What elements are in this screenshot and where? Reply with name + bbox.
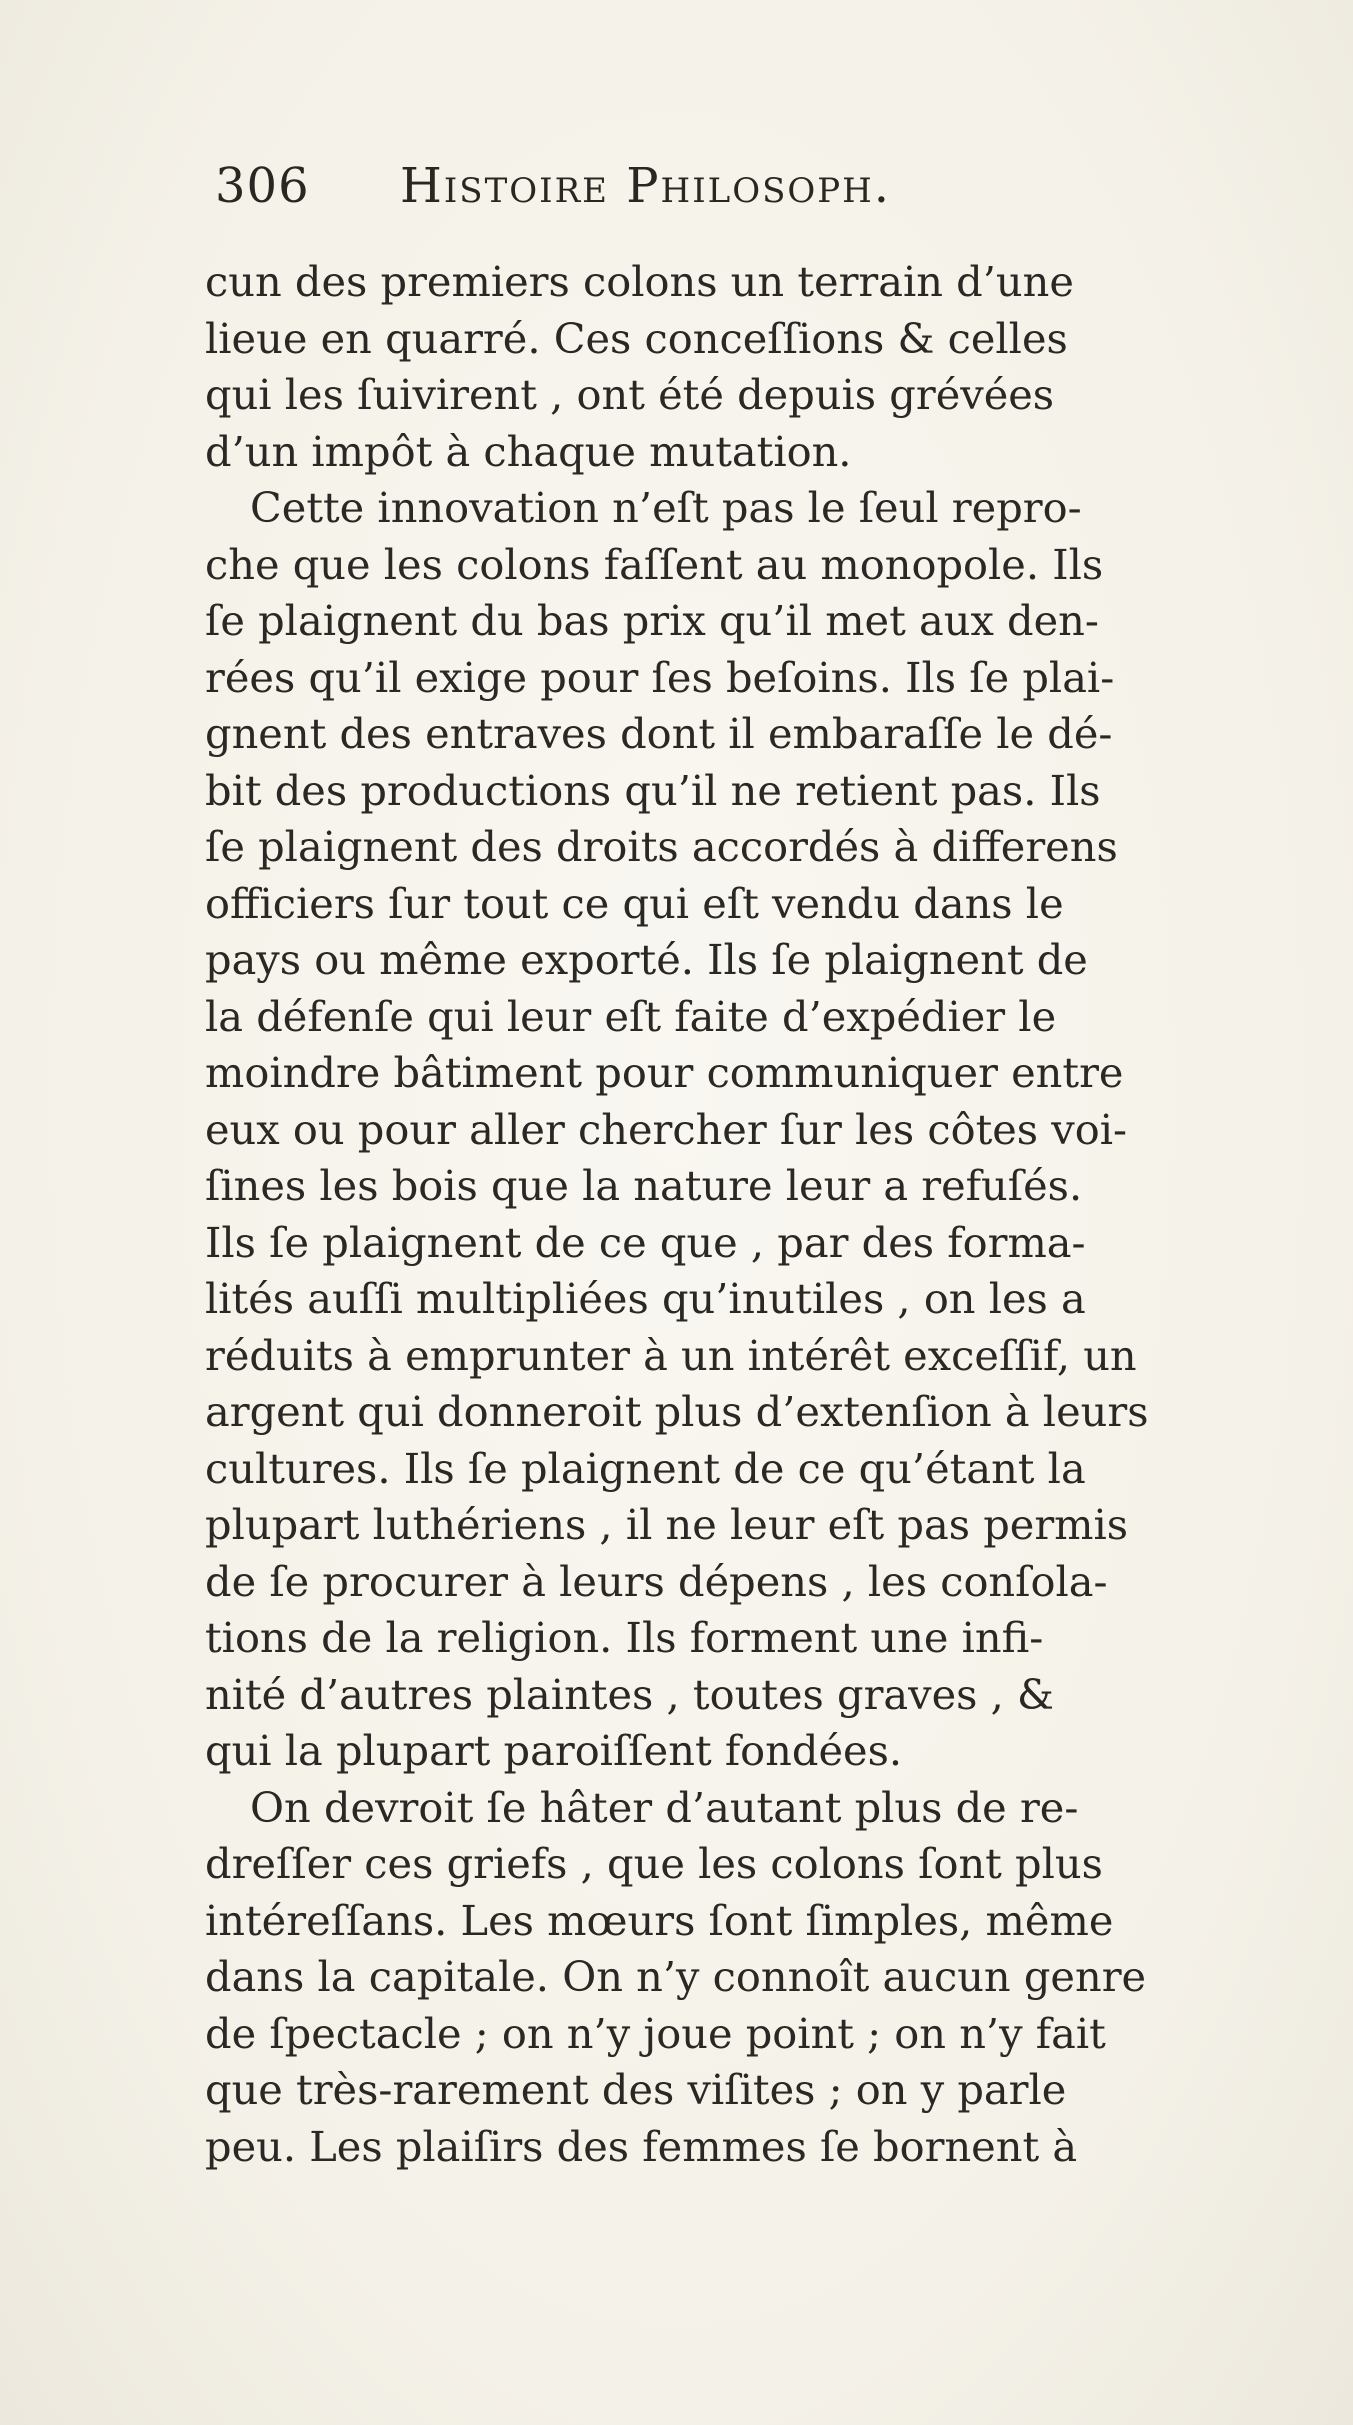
text-line: dreſſer ces griefs , que les colons ſont plus (205, 1839, 1103, 1888)
text-line: dans la capitale. On n’y connoît aucun genre (205, 1952, 1147, 2001)
text-line: eux ou pour aller chercher ſur les côtes voi- (205, 1104, 1128, 1154)
text-line: plupart luthériens , il ne leur eſt pas permis (205, 1500, 1129, 1549)
text-line: Ils ſe plaignent de ce que , par des forma- (205, 1217, 1086, 1267)
text-line: tions de la religion. Ils forment une infi- (205, 1613, 1044, 1662)
text-line: de ſpectacle ; on n’y joue point ; on n’y fait (205, 2008, 1106, 2058)
text-line: ſe plaignent du bas prix qu’il met aux den- (205, 596, 1099, 645)
text-line: lités auſſi multipliées qu’inutiles , on les a (205, 1274, 1086, 1323)
text-line: d’un impôt à chaque mutation. (205, 426, 852, 476)
text-line: rées qu’il exige pour ſes beſoins. Ils ſe plai- (205, 652, 1115, 702)
body-text (205, 254, 1325, 2175)
page-number: 306 (215, 158, 310, 214)
text-line: lieue en quarré. Ces conceſſions & celles (205, 313, 1068, 363)
text-line: de ſe procurer à leurs dépens , les conſola- (205, 1556, 1108, 1606)
text-line: moindre bâtiment pour communiquer entre (205, 1048, 1124, 1097)
text-line: qui la plupart paroiſſent fondées. (205, 1726, 903, 1775)
text-line: cun des premiers colons un terrain d’une (205, 257, 1074, 306)
text-line: bit des productions qu’il ne retient pas. Ils (205, 765, 1101, 815)
text-line: réduits à emprunter à un intérêt exceſſif, un (205, 1330, 1137, 1380)
text-line: nité d’autres plaintes , toutes graves , & (205, 1669, 1054, 1719)
text-line: intéreſſans. Les mœurs ſont ſimples, même (205, 1895, 1114, 1945)
page-header (215, 158, 1115, 228)
text-line: peu. Les plaiſirs des femmes ſe bornent à (205, 2121, 1078, 2171)
text-line: la défenſe qui leur eſt faite d’expédier le (205, 991, 1057, 1041)
text-line: che que les colons faſſent au monopole. Ils (205, 539, 1104, 589)
text-line: argent qui donneroit plus d’extenſion à leurs (205, 1387, 1149, 1436)
text-line: ſe plaignent des droits accordés à differens (205, 822, 1118, 871)
text-line: On devroit ſe hâter d’autant plus de re- (250, 1782, 1079, 1832)
running-title: Histoire Philosoph. (400, 158, 892, 214)
text-line: que très-rarement des viſites ; on y parle (205, 2065, 1067, 2114)
text-line: pays ou même exporté. Ils ſe plaignent de (205, 935, 1088, 984)
text-line: Cette innovation n’eſt pas le ſeul repro- (250, 483, 1082, 532)
text-line: cultures. Ils ſe plaignent de ce qu’étant la (205, 1443, 1086, 1493)
text-line: gnent des entraves dont il embaraſſe le dé- (205, 709, 1113, 758)
text-line: officiers ſur tout ce qui eſt vendu dans le (205, 878, 1064, 928)
text-line: qui les ſuivirent , ont été depuis grévées (205, 370, 1055, 419)
text-line: ſines les bois que la nature leur a refuſés. (205, 1161, 1083, 1210)
